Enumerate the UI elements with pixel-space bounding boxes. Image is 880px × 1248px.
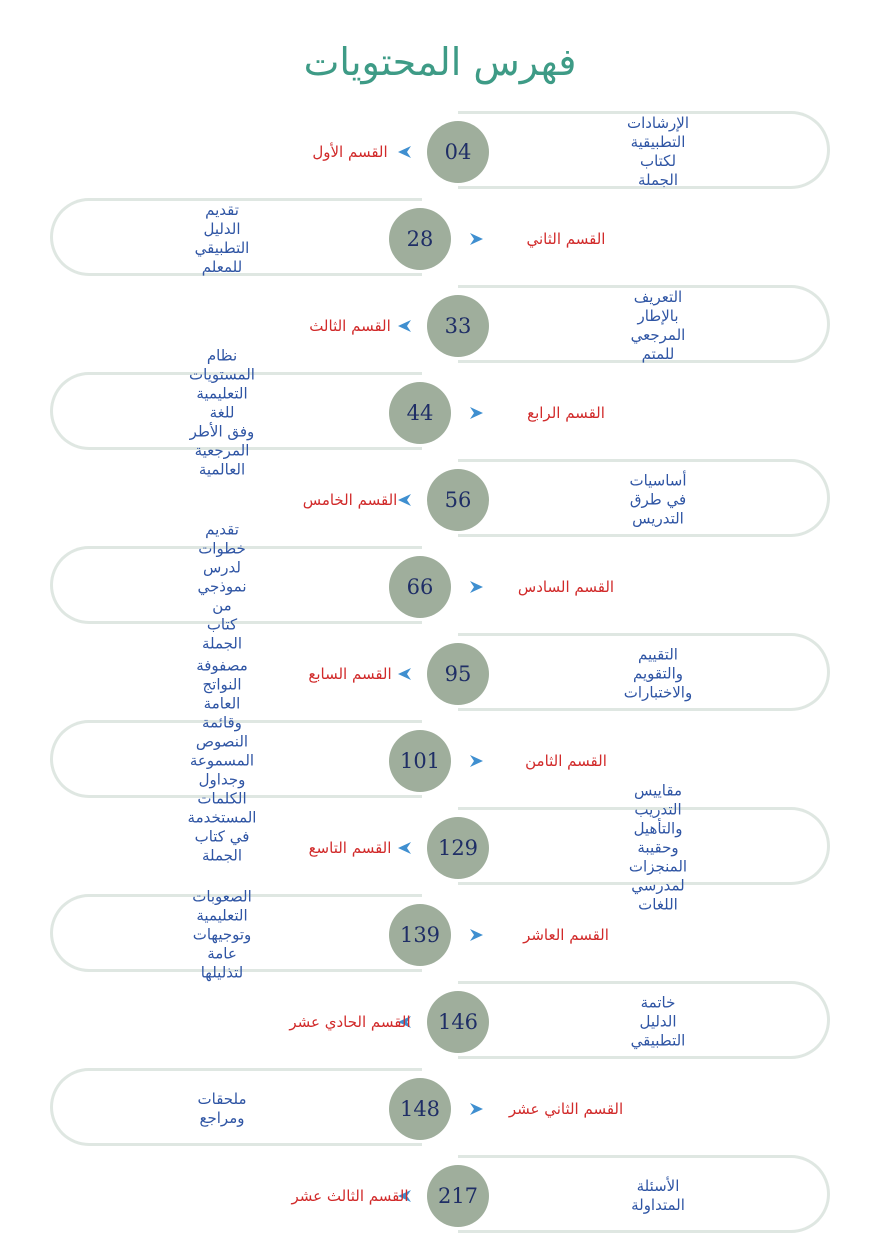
topic-title: ملحقات ومراجع	[197, 1090, 247, 1127]
page-number-badge: 28	[389, 208, 451, 270]
page-title: فهرس المحتويات	[303, 40, 577, 84]
page-number-badge: 66	[389, 556, 451, 618]
section-label: القسم الثاني	[526, 230, 606, 248]
page-number-badge: 217	[427, 1165, 489, 1227]
chevron-arrow-icon	[397, 144, 413, 160]
topic-title: الصعوبات التعليمية وتوجيهات عامة لتذليلها	[192, 887, 252, 982]
page-number-badge: 146	[427, 991, 489, 1053]
topic-title: التعريف بالإطار المرجعي للمتم	[630, 288, 686, 363]
page-number-badge: 56	[427, 469, 489, 531]
page-number-badge: 33	[427, 295, 489, 357]
topic-title: مقاييس التدريب والتأهيل وحقيبة المنجزات لمدرسي اللغات	[628, 781, 688, 914]
chevron-arrow-icon	[468, 927, 484, 943]
section-label: القسم السابع	[308, 665, 392, 683]
chevron-arrow-icon	[397, 840, 413, 856]
section-label: القسم السادس	[517, 578, 615, 596]
section-label: القسم الثالث	[309, 317, 391, 335]
topic-title: أساسيات في طرق التدريس	[629, 471, 687, 528]
page-number-badge: 04	[427, 121, 489, 183]
chevron-arrow-icon	[468, 1101, 484, 1117]
section-label: القسم الخامس	[302, 491, 398, 509]
chevron-arrow-icon	[468, 579, 484, 595]
page-number-badge: 139	[389, 904, 451, 966]
page-number-badge: 44	[389, 382, 451, 444]
section-label: القسم الحادي عشر	[289, 1013, 411, 1031]
page-number-badge: 101	[389, 730, 451, 792]
chevron-arrow-icon	[397, 318, 413, 334]
section-label: القسم الثالث عشر	[291, 1187, 409, 1205]
page-number-badge: 95	[427, 643, 489, 705]
topic-title: تقديم خطوات لدرس نموذجي من كتاب الجملة	[197, 520, 247, 653]
topic-title: خاتمة الدليل التطبيقي	[630, 993, 686, 1050]
section-label: القسم الثامن	[525, 752, 607, 770]
chevron-arrow-icon	[468, 231, 484, 247]
topic-title: تقديم الدليل التطبيقي للمعلم	[194, 201, 250, 276]
topic-title: الأسئلة المتداولة	[631, 1177, 685, 1214]
section-label: القسم الثاني عشر	[508, 1100, 624, 1118]
page-number-badge: 148	[389, 1078, 451, 1140]
chevron-arrow-icon	[468, 753, 484, 769]
section-label: القسم الرابع	[527, 404, 605, 422]
topic-title: نظام المستويات التعليمية للغة وفق الأطر المرجعية العالمية	[189, 346, 255, 479]
chevron-arrow-icon	[397, 666, 413, 682]
section-label: القسم العاشر	[523, 926, 609, 944]
section-label: القسم الأول	[312, 143, 388, 161]
topic-title: مصفوفة النواتج العامة وقائمة النصوص المسموعة وجداول الكلمات المستخدمة في كتاب الجملة	[187, 656, 257, 865]
section-label: القسم التاسع	[308, 839, 392, 857]
topic-title: التقييم والتقويم والاختبارات	[623, 645, 693, 702]
topic-title: الإرشادات التطبيقية لكتاب الجملة	[626, 114, 690, 189]
chevron-arrow-icon	[397, 492, 413, 508]
page-number-badge: 129	[427, 817, 489, 879]
chevron-arrow-icon	[468, 405, 484, 421]
